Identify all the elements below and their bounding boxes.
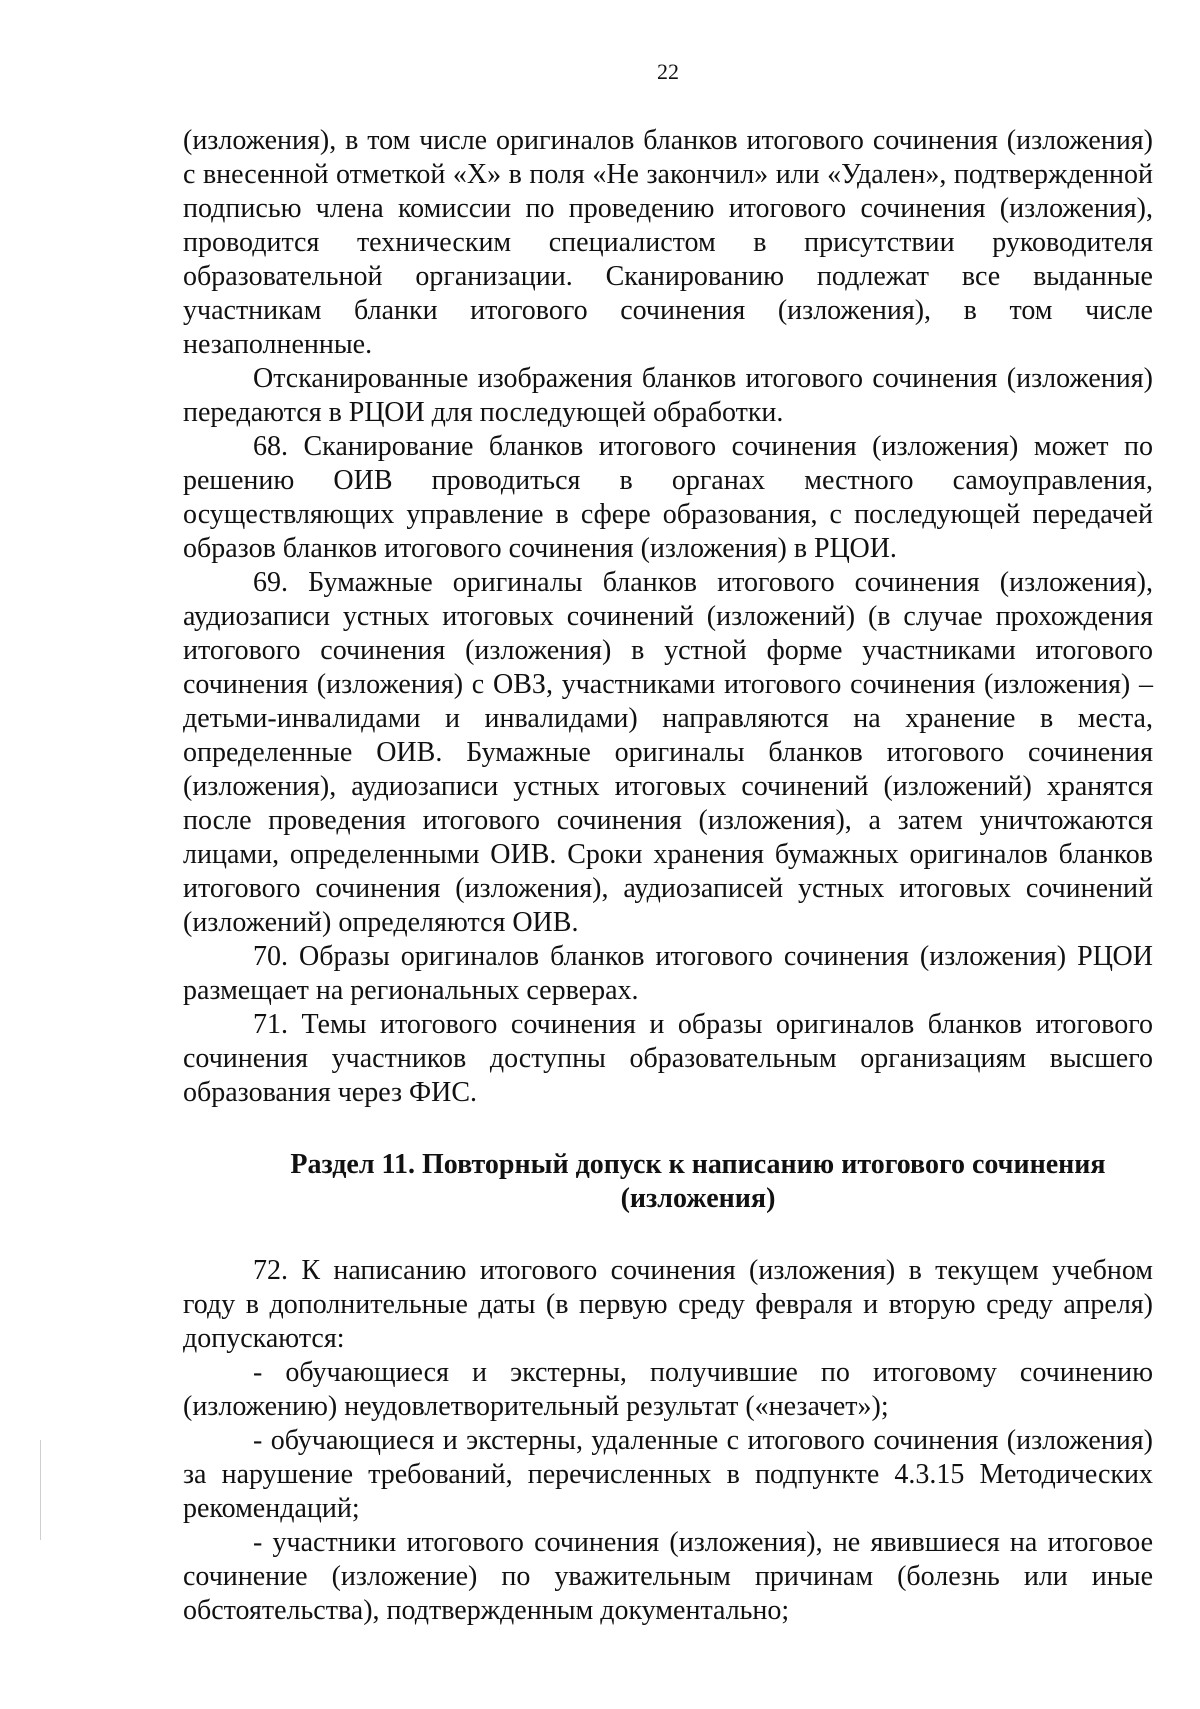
paragraph-71: 71. Темы итогового сочинения и образы оригиналов бланков итогового сочинения участников доступны образовательным организациям высшего образования через ФИС. (183, 1009, 1153, 1108)
section-title-line-2: (изложения) (620, 1183, 776, 1214)
list-item-removed-participants: - обучающиеся и экстерны, удаленные с итогового сочинения (изложения) за нарушение требований, перечисленных в подпункте 4.3.15 Методических рекомендаций; (183, 1425, 1153, 1524)
document-page (183, 60, 1153, 1628)
paragraph-continuation: (изложения), в том числе оригиналов бланков итогового сочинения (изложения) с внесенной отметкой «Х» в поля «Не закончил» или «Удален», подтвержденной подписью члена комиссии по проведению итогового сочинения (изложения), проводится техническим специалистом в присутствии руководителя образовательной организации. Сканированию подлежат все выданные участникам бланки итогового сочинения (изложения), в том числе незаполненные. (183, 125, 1153, 360)
paragraph-68: 68. Сканирование бланков итогового сочинения (изложения) может по решению ОИВ проводиться в органах местного самоуправления, осуществляющих управление в сфере образования, с последующей передачей образов бланков итогового сочинения (изложения) в РЦОИ. (183, 431, 1153, 564)
section-title (183, 1148, 1153, 1216)
scan-margin-line (40, 1440, 41, 1540)
paragraph-72: 72. К написанию итогового сочинения (изложения) в текущем учебном году в дополнительные даты (в первую среду февраля и вторую среду апреля) допускаются: (183, 1255, 1153, 1354)
list-item-absent-participants: - участники итогового сочинения (изложения), не явившиеся на итоговое сочинение (изложение) по уважительным причинам (болезнь или иные обстоятельства), подтвержденным документально; (183, 1527, 1153, 1626)
paragraph-scanned-images: Отсканированные изображения бланков итогового сочинения (изложения) передаются в РЦОИ для последующей обработки. (183, 363, 1153, 428)
paragraph-69: 69. Бумажные оригиналы бланков итогового сочинения (изложения), аудиозаписи устных итоговых сочинений (изложений) (в случае прохождения итогового сочинения (изложения) в устной форме участниками итогового сочинения (изложения) с ОВЗ, участниками итогового сочинения (изложения) – детьми-инвалидами и инвалидами) направляются на хранение в места, определенные ОИВ. Бумажные оригиналы бланков итогового сочинения (изложения), аудиозаписи устных итоговых сочинений (изложений) хранятся после проведения итогового сочинения (изложения), а затем уничтожаются лицами, определенными ОИВ. Сроки хранения бумажных оригиналов бланков итогового сочинения (изложения), аудиозаписей устных итоговых сочинений (изложений) определяются ОИВ. (183, 567, 1153, 938)
paragraph-70: 70. Образы оригиналов бланков итогового сочинения (изложения) РЦОИ размещает на региональных серверах. (183, 941, 1153, 1006)
list-item-unsatisfactory-result: - обучающиеся и экстерны, получившие по итоговому сочинению (изложению) неудовлетворительный результат («незачет»); (183, 1357, 1153, 1422)
page-number: 22 (657, 59, 679, 84)
section-title-line-1: Раздел 11. Повторный допуск к написанию итогового сочинения (290, 1149, 1106, 1180)
